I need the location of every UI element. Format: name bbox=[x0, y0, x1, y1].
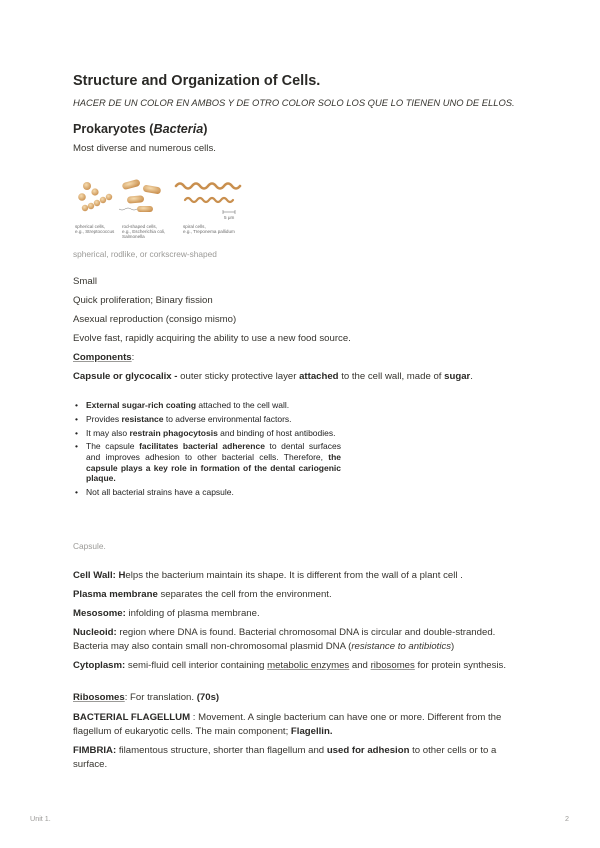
spherical-cells bbox=[78, 182, 112, 211]
capsule-paragraph: Capsule or glycocalix - outer sticky protective layer attached to the cell wall, made of sugar. bbox=[73, 371, 473, 382]
components-label: Components bbox=[73, 352, 132, 363]
capsule-bullet: • It may also restrain phagocytosis and binding of host antibodies. bbox=[75, 427, 336, 438]
figure-caption: spherical, rodlike, or corkscrew-shaped bbox=[73, 249, 217, 259]
capsule-term: Capsule or glycocalix - bbox=[73, 371, 178, 382]
footer-unit: Unit 1. bbox=[30, 814, 51, 823]
prokaryotes-heading bbox=[73, 122, 207, 136]
ribosomes-paragraph: Ribosomes: For translation. (70s) bbox=[73, 692, 220, 703]
capsule-bullet: • Provides resistance to adverse environmental factors. bbox=[75, 413, 292, 424]
capsule-caption: Capsule. bbox=[73, 541, 106, 551]
rod-cells bbox=[119, 179, 161, 212]
figure-label-spiral: spiral cells, e.g., Treponema pallidum bbox=[183, 224, 235, 234]
capsule-bullet: • External sugar-rich coating attached to the cell wall. bbox=[75, 400, 290, 410]
capsule-bullet: • The capsule facilitates bacterial adherence to dental surfaces and improves adhesion to other bacterial cells. Therefore, the capsule plays a key role in formation of the dental cariogenic plaque. bbox=[75, 441, 342, 484]
trait-item: Quick proliferation; Binary fission bbox=[73, 295, 213, 306]
page-subtitle: HACER DE UN COLOR EN AMBOS Y DE OTRO COLOR SOLO LOS QUE LO TIENEN UNO DE ELLOS. bbox=[73, 97, 515, 108]
trait-item: Small bbox=[73, 276, 97, 287]
footer-page-number: 2 bbox=[565, 814, 569, 823]
fimbria-paragraph: FIMBRIA: filamentous structure, shorter than flagellum and used for adhesion to other cells or to a surface. bbox=[73, 745, 497, 770]
heading-part: ) bbox=[203, 122, 208, 136]
mesosome-paragraph: Mesosome: infolding of plasma membrane. bbox=[73, 608, 260, 619]
figure-label-scale: 5 μm bbox=[224, 215, 235, 220]
components-heading: Components: bbox=[73, 352, 135, 363]
trait-item: Asexual reproduction (consigo mismo) bbox=[73, 314, 237, 325]
figure-label-spherical: spherical cells, e.g., Streptococcus bbox=[75, 224, 115, 234]
plasma-membrane-paragraph: Plasma membrane separates the cell from the environment. bbox=[73, 589, 332, 600]
cytoplasm-paragraph: Cytoplasm: semi-fluid cell interior containing metabolic enzymes and ribosomes for protein synthesis. bbox=[73, 660, 507, 671]
spiral-cells bbox=[176, 184, 240, 215]
prokaryotes-intro: Most diverse and numerous cells. bbox=[73, 143, 216, 154]
flagellum-paragraph: BACTERIAL FLAGELLUM : Movement. A single bacterium can have one or more. Different from the flagellum of eukaryotic cells. The main component; Flagellin. bbox=[73, 712, 502, 737]
capsule-bullets-image bbox=[73, 400, 341, 501]
heading-italic: Bacteria bbox=[153, 122, 204, 136]
page-title: Structure and Organization of Cells. bbox=[73, 73, 321, 89]
capsule-bullet: • Not all bacterial strains have a capsule. bbox=[75, 486, 234, 497]
heading-part: Prokaryotes ( bbox=[73, 122, 154, 136]
trait-item: Evolve fast, rapidly acquiring the ability to use a new food source. bbox=[73, 333, 351, 344]
cell-wall-paragraph: Cell Wall: Helps the bacterium maintain its shape. It is different from the wall of a plant cell . bbox=[73, 570, 463, 581]
bacteria-shapes-figure bbox=[73, 172, 253, 244]
nucleoid-paragraph: Nucleoid: region where DNA is found. Bacterial chromosomal DNA is circular and double-stranded. Bacteria may also contain small non-chromosomal plasmid DNA (resistance to antibiotics) bbox=[73, 627, 496, 652]
figure-label-rod: rod-shaped cells, e.g., Escherichia coli, Salmonella bbox=[122, 224, 166, 239]
